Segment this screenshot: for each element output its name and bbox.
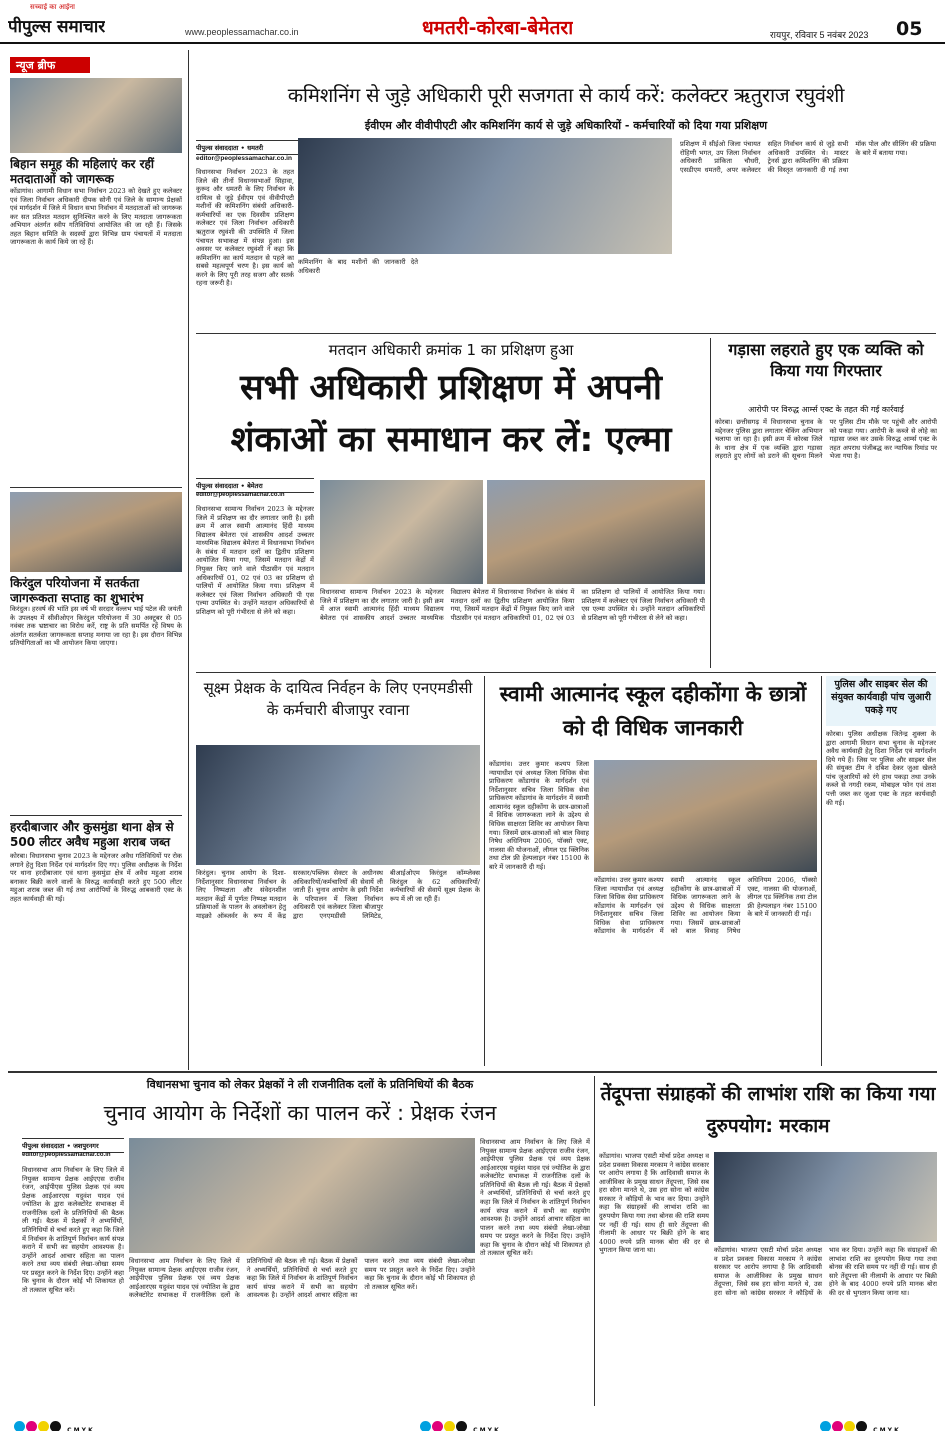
story4-body: कोरबा। पुलिस अधीक्षक जितेन्द्र शुक्ला के द्वारा आगामी विधान सभा चुनाव के मद्देनजर अवैध कार्यवाही हेतु दिशा निर्देश एवं मार्गदर्शन दिये गये हैं। जिस पर पुलिस और साइबर सेल की संयुक्त टीम ने दबिश देकर जुआ खेलते पांच जुआरियों को रंगे हाथ पकड़ा तथा उनके कब्जे से नगदी रकम, मोबाइल फोन एवं ताश पत्ती जब्त कर जुआ एक्ट के तहत कार्यवाही की गई। (826, 730, 936, 807)
story7-body-right: विधानसभा आम निर्वाचन के लिए जिले में नियुक्त सामान्य प्रेक्षक आईएएस राजीव रंजन, आईपीएस पुलिस प्रेक्षक एवं व्यय प्रेक्षक आईआरएस यदुवंश यादव एवं ज्योतिश के द्वारा कलेक्टोरेट सभाकक्ष में राजनीतिक दलों के प्रतिनिधियों की बैठक ली गई। बैठक में प्रेक्षकों ने अभ्यर्थियों, प्रतिनिधियों से चर्चा करते हुए कहा कि जिले में निर्वाचन के शांतिपूर्ण निर्वाचन कार्य संपन्न कराने में सभी का सहयोग आवश्यक है। उन्होंने आदर्श आचार संहिता का पालन करने तथा व्यय संबंधी लेखा-जोखा समय पर प्रस्तुत करने के निर्देश दिए। उन्होंने कहा कि चुनाव के दौरान कोई भी शिकायत हो तो तत्काल सूचित करें। (480, 1138, 590, 1258)
story8-photo (714, 1152, 937, 1242)
column-divider (188, 50, 189, 1070)
story2-email[interactable]: editor@peoplessamachar.co.in (196, 492, 285, 498)
story7-photo (129, 1138, 475, 1253)
brief1-headline: बिहान समूह की महिलाएं कर रहीं मतदाताओं को जागरूक (10, 157, 155, 186)
divider (8, 1071, 937, 1073)
brief3-headline: हरदीबाजार और कुसमुंडा थाना क्षेत्र से 500 लीटर अवैध महुआ शराब जब्त (10, 820, 174, 849)
yellow-mark (38, 1421, 49, 1431)
story8-body: कोंडागांव। भाजपा एसटी मोर्चा प्रदेश अध्यक्ष व प्रदेश प्रवक्ता विकास मरकाम ने कांग्रेस सरकार पर आरोप लगाया है कि आदिवासी समाज के आजीविका के प्रमुख साधन तेंदूपत्ता, जिसे सब हरा सोना मानते थे, उस हरा सोना को कांग्रेस सरकार ने कौड़ियों के भाव कर दिया। उन्होंने कहा कि संग्राहकों की लाभांश राशि का दुरुपयोग किया गया तथा बोनस की राशि समय पर नहीं दी गई। साथ ही सारे तेंदूपत्ता की नीलामी के आधार पर बिक्री होने के बाद 4000 रुपये प्रति मानक बोरा की दर से भुगतान किया जाना था। (599, 1152, 709, 1255)
black-mark (856, 1421, 867, 1431)
site-url[interactable]: www.peoplessamachar.co.in (185, 27, 299, 37)
story6-headline: स्वामी आत्मानंद स्कूल दहीकोंगा के छात्रों को दी विधिक जानकारी (499, 682, 807, 740)
divider (196, 333, 936, 334)
registration-marks-center (420, 1417, 540, 1431)
brief2-headline: किरंदुल परियोजना में सतर्कता जागरूकता सप्ताह का शुभारंभ (10, 576, 144, 605)
brief1-photo (10, 78, 182, 153)
reg-label-center: C M Y K (473, 1427, 499, 1431)
story2-headline: सभी अधिकारी प्रशिक्षण में अपनी शंकाओं का समाधान कर लें: एल्मा (230, 368, 672, 460)
story8-body-continued: कोंडागांव। भाजपा एसटी मोर्चा प्रदेश अध्यक्ष व प्रदेश प्रवक्ता विकास मरकाम ने कांग्रेस सरकार पर आरोप लगाया है कि आदिवासी समाज के आजीविका के प्रमुख साधन तेंदूपत्ता, जिसे सब हरा सोना मानते थे, उस हरा सोना को कांग्रेस सरकार ने कौड़ियों के भाव कर दिया। उन्होंने कहा कि संग्राहकों की लाभांश राशि का दुरुपयोग किया गया तथा बोनस की राशि समय पर नहीं दी गई। साथ ही सारे तेंदूपत्ता की नीलामी के आधार पर बिक्री होने के बाद 4000 रुपये प्रति मानक बोरा की दर से भुगतान किया जाना था। (714, 1246, 937, 1297)
divider (10, 487, 182, 488)
story2-body: विधानसभा सामान्य निर्वाचन 2023 के मद्देनजर जिले में प्रशिक्षण का दौर लगातार जारी है। इसी क्रम में आज स्वामी आत्मानंद हिंदी माध्यम विद्यालय बेमेतरा एवं शासकीय आदर्श उच्चतर माध्यमिक विद्यालय बेमेतरा में विधानसभा निर्वाचन के संबंध में मतदान दलों का द्वितीय प्रशिक्षण आयोजित किया गया, जिसमें मतदान केंद्रों में नियुक्त किए जाने वाले पीठासीन एवं मतदान अधिकारियों 01, 02 एवं 03 का प्रशिक्षण दो पालियों में आयोजित किया गया। प्रशिक्षण में कलेक्टर एवं जिला निर्वाचन अधिकारी पी एस एल्मा उपस्थित थे। उन्होंने मतदान अधिकारियों से प्रशिक्षण को पूरी गंभीरता से लेने को कहा। (196, 505, 314, 616)
story7-byline: पीपुल्स संवाददाता • जशपुरनगर (22, 1138, 124, 1153)
story7-kicker: विधानसभा चुनाव को लेकर प्रेक्षकों ने ली राजनीतिक दलों के प्रतिनिधियों की बैठक (146, 1078, 474, 1091)
story7-headline: चुनाव आयोग के निर्देशों का पालन करें : प्रेक्षक रंजन (103, 1101, 497, 1125)
story1-photo (298, 138, 672, 254)
yellow-mark (844, 1421, 855, 1431)
story5-body: किरंदुल। चुनाव आयोग के दिशा-निर्देशानुसार विधानसभा निर्वाचन के लिए निष्पक्षता और संवेदनशील मतदान केंद्रों में पूर्णतः निष्पक्ष मतदान प्रक्रियाओं के पालन के अवलोकन हेतु माइक्रो ऑब्जर्वर के रूप में केंद्र सरकार/पब्लिक सेक्टर के अधीनस्थ अधिकारियों/कर्मचारियों की सेवायें ली जाती हैं। चुनाव आयोग के इसी निर्देश के परिपालन में जिला निर्वाचन अधिकारी एवं कलेक्टर जिला बीजापुर द्वारा एनएमडीसी लिमिटेड, बीआईओएम किरंदुल कॉम्प्लेक्स किरंदुल के 62 अधिकारियों/कर्मचारियों की सेवायें सूक्ष्म प्रेक्षक के रूप में ली जा रही हैं। (196, 869, 480, 920)
story1-headline: कमिशनिंग से जुड़े अधिकारी पूरी सजगता से कार्य करें: कलेक्टर ऋतुराज रघुवंशी (287, 83, 845, 107)
edition-date: रायपुर, रविवार 5 नवंबर 2023 (770, 30, 869, 40)
story2-photo1 (320, 480, 483, 584)
story7-body: विधानसभा आम निर्वाचन के लिए जिले में नियुक्त सामान्य प्रेक्षक आईएएस राजीव रंजन, आईपीएस पुलिस प्रेक्षक एवं व्यय प्रेक्षक आईआरएस यदुवंश यादव एवं ज्योतिश के द्वारा कलेक्टोरेट सभाकक्ष में राजनीतिक दलों के प्रतिनिधियों की बैठक ली गई। बैठक में प्रेक्षकों ने अभ्यर्थियों, प्रतिनिधियों से चर्चा करते हुए कहा कि जिले में निर्वाचन के शांतिपूर्ण निर्वाचन कार्य संपन्न कराने में सभी का सहयोग आवश्यक है। उन्होंने आदर्श आचार संहिता का पालन करने तथा व्यय संबंधी लेखा-जोखा समय पर प्रस्तुत करने के निर्देश दिए। उन्होंने कहा कि चुनाव के दौरान कोई भी शिकायत हो तो तत्काल सूचित करें। (22, 1166, 124, 1294)
brief1-body: कोंडागांव। आगामी विधान सभा निर्वाचन 2023 को देखते हुए कलेक्टर एवं जिला निर्वाचन अधिकारी दीपक सोनी एवं जिले के सामान्य प्रेक्षकों एवं मार्गदर्शन में जिले में विधान सभा निर्वाचन में मतदाताओं को जागरूक कर सत प्रतिशत मतदान सुनिश्चित करने के लिए मतदाता जागरूकता अभियान अंतर्गत स्वीप गतिविधियां आयोजित की जा रही हैं। जिसके तहत बिहान समिति के सदस्यों द्वारा विभिन्न ग्राम पंचायतों में मतदाता जागरूकता के कार्य किये जा रहे हैं। (10, 187, 182, 247)
magenta-mark (26, 1421, 37, 1431)
reg-label-left: C M Y K (67, 1427, 93, 1431)
cyan-mark (420, 1421, 431, 1431)
black-mark (50, 1421, 61, 1431)
story5-photo (196, 745, 480, 865)
reg-label-right: C M Y K (873, 1427, 899, 1431)
newspaper-logo[interactable]: पीपुल्स समाचार (8, 17, 106, 37)
story1-body1: विधानसभा निर्वाचन 2023 के तहत जिले की तीनों विधानसभाओं सिहावा, कुरूद और धमतरी के लिए निर्वाचन के दायित्व से जुड़े ईवीएम एवं वीवीपीएटी मशीनों की कमिशनिंग संबंधी अधिकारी-कर्मचारियों का एक दिवसीय प्रशिक्षण कलेक्टर एवं जिला निर्वाचन अधिकारी ऋतुराज रघुवंशी की उपस्थिति में जिला पंचायत सभाकक्ष में संपन्न हुआ। इस अवसर पर कलेक्टर रघुवंशी ने कहा कि कमिशनिंग का कार्य मतदान से पहले का सबसे महत्वपूर्ण चरण है। इस कार्य को करने के लिए पूरी तरह सजग और सतर्क रहना जरूरी है। (196, 168, 294, 288)
column-divider (594, 1076, 595, 1406)
story1-subhead: ईवीएम और वीवीपीएटी और कमिशनिंग कार्य से जुड़े अधिकारियों - कर्मचारियों को दिया गया प्रशिक्षण (364, 119, 768, 132)
news-brief-label: न्यूज ब्रीफ (10, 57, 90, 73)
logo-tagline: सच्चाई का आईना (30, 3, 75, 11)
story4-headline: पुलिस और साइबर सेल की संयुक्त कार्यवाही पांच जुआरी पकड़े गए (826, 676, 936, 726)
section-title: धमतरी-कोरबा-बेमेतरा (422, 17, 574, 39)
story8-headline: तेंदूपत्ता संग्राहकों की लाभांश राशि का किया गया दुरुपयोग: मरकाम (600, 1083, 936, 1138)
page-number: 05 (896, 18, 923, 40)
magenta-mark (432, 1421, 443, 1431)
story2-byline: पीपुल्स संवाददाता • बेमेतरा (196, 478, 314, 493)
story6-body-continued: कोंडागांव। उत्तर कुमार कश्यप जिला न्यायाधीश एवं अध्यक्ष जिला विधिक सेवा प्राधिकरण कोंडागांव के मार्गदर्शन एवं निर्देशानुसार सचिव जिला विधिक सेवा प्राधिकरण कोंडागांव के मार्गदर्शन में स्वामी आत्मानंद स्कूल दहीकोंगा के छात्र-छात्राओं में विधिक जागरूकता लाने के उद्देश्य से विधिक साक्षरता शिविर का आयोजन किया गया। जिसमें छात्र-छात्राओं को बाल विवाह निषेध अधिनियम 2006, पॉक्सो एक्ट, नालसा की योजनाओं, लीगल एड क्लिनिक तथा टोल फ्री हेल्पलाइन नंबर 15100 के बारे में जानकारी दी गई। (594, 876, 817, 936)
story3-headline: गड़ासा लहराते हुए एक व्यक्ति को किया गया गिरफ्तार (728, 340, 924, 380)
masthead (0, 0, 945, 44)
registration-marks-right (820, 1417, 940, 1431)
divider (10, 815, 182, 816)
story3-subhead: आरोपी पर विरुद्ध आर्म्स एक्ट के तहत की गई कार्रवाई (748, 405, 904, 414)
story5-headline: सूक्ष्म प्रेक्षक के दायित्व निर्वहन के लिए एनएमडीसी के कर्मचारी बीजापुर रवाना (203, 679, 473, 719)
cyan-mark (820, 1421, 831, 1431)
story2-photo2 (487, 480, 705, 584)
story6-body: कोंडागांव। उत्तर कुमार कश्यप जिला न्यायाधीश एवं अध्यक्ष जिला विधिक सेवा प्राधिकरण कोंडागांव के मार्गदर्शन एवं निर्देशानुसार सचिव जिला विधिक सेवा प्राधिकरण कोंडागांव के मार्गदर्शन में स्वामी आत्मानंद स्कूल दहीकोंगा के छात्र-छात्राओं में विधिक जागरूकता लाने के उद्देश्य से विधिक साक्षरता शिविर का आयोजन किया गया। जिसमें छात्र-छात्राओं को बाल विवाह निषेध अधिनियम 2006, पॉक्सो एक्ट, नालसा की योजनाओं, लीगल एड क्लिनिक तथा टोल फ्री हेल्पलाइन नंबर 15100 के बारे में जानकारी दी गई। (489, 760, 589, 871)
brief3-body: कोरबा। विधानसभा चुनाव 2023 के मद्देनजर अवैध गतिविधियों पर रोक लगाने हेतु दिशा निर्देश एवं मार्गदर्शन दिए गए। पुलिस अधीक्षक के निर्देश पर थाना हरदीबाजार एवं थाना कुसमुंडा क्षेत्र में अवैध महुआ शराब बनाकर बिक्री करने वालों के विरुद्ध कार्यवाही करते हुए 500 लीटर महुआ शराब जब्त की गई तथा आरोपियों के विरुद्ध आबकारी एक्ट के तहत कार्यवाही की गई। (10, 852, 182, 903)
story2-body-continued: विधानसभा सामान्य निर्वाचन 2023 के मद्देनजर जिले में प्रशिक्षण का दौर लगातार जारी है। इसी क्रम में आज स्वामी आत्मानंद हिंदी माध्यम विद्यालय बेमेतरा एवं शासकीय आदर्श उच्चतर माध्यमिक विद्यालय बेमेतरा में विधानसभा निर्वाचन के संबंध में मतदान दलों का द्वितीय प्रशिक्षण आयोजित किया गया, जिसमें मतदान केंद्रों में नियुक्त किए जाने वाले पीठासीन एवं मतदान अधिकारियों 01, 02 एवं 03 का प्रशिक्षण दो पालियों में आयोजित किया गया। प्रशिक्षण में कलेक्टर एवं जिला निर्वाचन अधिकारी पी एस एल्मा उपस्थित थे। उन्होंने मतदान अधिकारियों से प्रशिक्षण को पूरी गंभीरता से लेने को कहा। (320, 588, 705, 622)
story7-email[interactable]: editor@peoplessamachar.co.in (22, 1152, 111, 1158)
column-divider (710, 338, 711, 668)
column-divider (484, 676, 485, 1066)
registration-marks-left (14, 1417, 134, 1431)
yellow-mark (444, 1421, 455, 1431)
divider (196, 672, 936, 673)
story6-photo (594, 760, 817, 872)
magenta-mark (832, 1421, 843, 1431)
brief2-photo (10, 492, 182, 572)
black-mark (456, 1421, 467, 1431)
cyan-mark (14, 1421, 25, 1431)
brief2-body: किरंदुल। हरवर्ष की भांति इस वर्ष भी सरदार वल्लभ भाई पटेल की जयंती के उपलक्ष्य में सीवीओएन किरंदुल परियोजना में 30 अक्टूबर से 05 नवंबर तक भ्रष्टाचार का विरोध करें, राष्ट्र के प्रति समर्पित रहें विषय के अंतर्गत सतर्कता जागरूकता सप्ताह मनाया जा रहा है। इस दौरान विभिन्न प्रतियोगिताओं का भी आयोजन किया जाएगा। (10, 605, 182, 648)
story1-photo-caption: कमिशनिंग के बाद मशीनों की जानकारी देते अधिकारी (298, 258, 418, 275)
story2-kicker: मतदान अधिकारी क्रमांक 1 का प्रशिक्षण हुआ (328, 341, 574, 359)
story3-body: कोरबा। छत्तीसगढ़ में विधानसभा चुनाव के मद्देनजर पुलिस द्वारा लगातार चेकिंग अभियान चलाया जा रहा है। इसी क्रम में कोरबा जिले के थाना क्षेत्र में एक व्यक्ति द्वारा गड़ासा लहराते हुए लोगों को डराने की सूचना मिलने पर पुलिस टीम मौके पर पहुंची और आरोपी को पकड़ा गया। आरोपी के कब्जे से लोहे का गड़ासा जब्त कर उसके विरुद्ध आर्म्स एक्ट के तहत अपराध पंजीबद्ध कर न्यायिक रिमांड पर भेजा गया है। (715, 418, 937, 461)
story7-body-continued: विधानसभा आम निर्वाचन के लिए जिले में नियुक्त सामान्य प्रेक्षक आईएएस राजीव रंजन, आईपीएस पुलिस प्रेक्षक एवं व्यय प्रेक्षक आईआरएस यदुवंश यादव एवं ज्योतिश के द्वारा कलेक्टोरेट सभाकक्ष में राजनीतिक दलों के प्रतिनिधियों की बैठक ली गई। बैठक में प्रेक्षकों ने अभ्यर्थियों, प्रतिनिधियों से चर्चा करते हुए कहा कि जिले में निर्वाचन के शांतिपूर्ण निर्वाचन कार्य संपन्न कराने में सभी का सहयोग आवश्यक है। उन्होंने आदर्श आचार संहिता का पालन करने तथा व्यय संबंधी लेखा-जोखा समय पर प्रस्तुत करने के निर्देश दिए। उन्होंने कहा कि चुनाव के दौरान कोई भी शिकायत हो तो तत्काल सूचित करें। (129, 1257, 475, 1300)
story1-byline: पीपुल्स संवाददाता • धमतरी (196, 140, 336, 155)
column-divider (821, 676, 822, 1066)
story1-email[interactable]: editor@peoplessamachar.co.in (196, 155, 292, 162)
story1-body2: प्रशिक्षण में सीईओ जिला पंचायत रोहिणी भगत, उप जिला निर्वाचन अधिकारी प्रांकिता चौधरी, एसडीएम धमतरी, अपर कलेक्टर सहित निर्वाचन कार्य से जुड़े सभी अधिकारी उपस्थित थे। मास्टर ट्रेनर्स द्वारा कमिशनिंग की प्रक्रिया की विस्तृत जानकारी दी गई तथा मॉक पोल और सीलिंग की प्रक्रिया के बारे में बताया गया। (680, 140, 936, 174)
